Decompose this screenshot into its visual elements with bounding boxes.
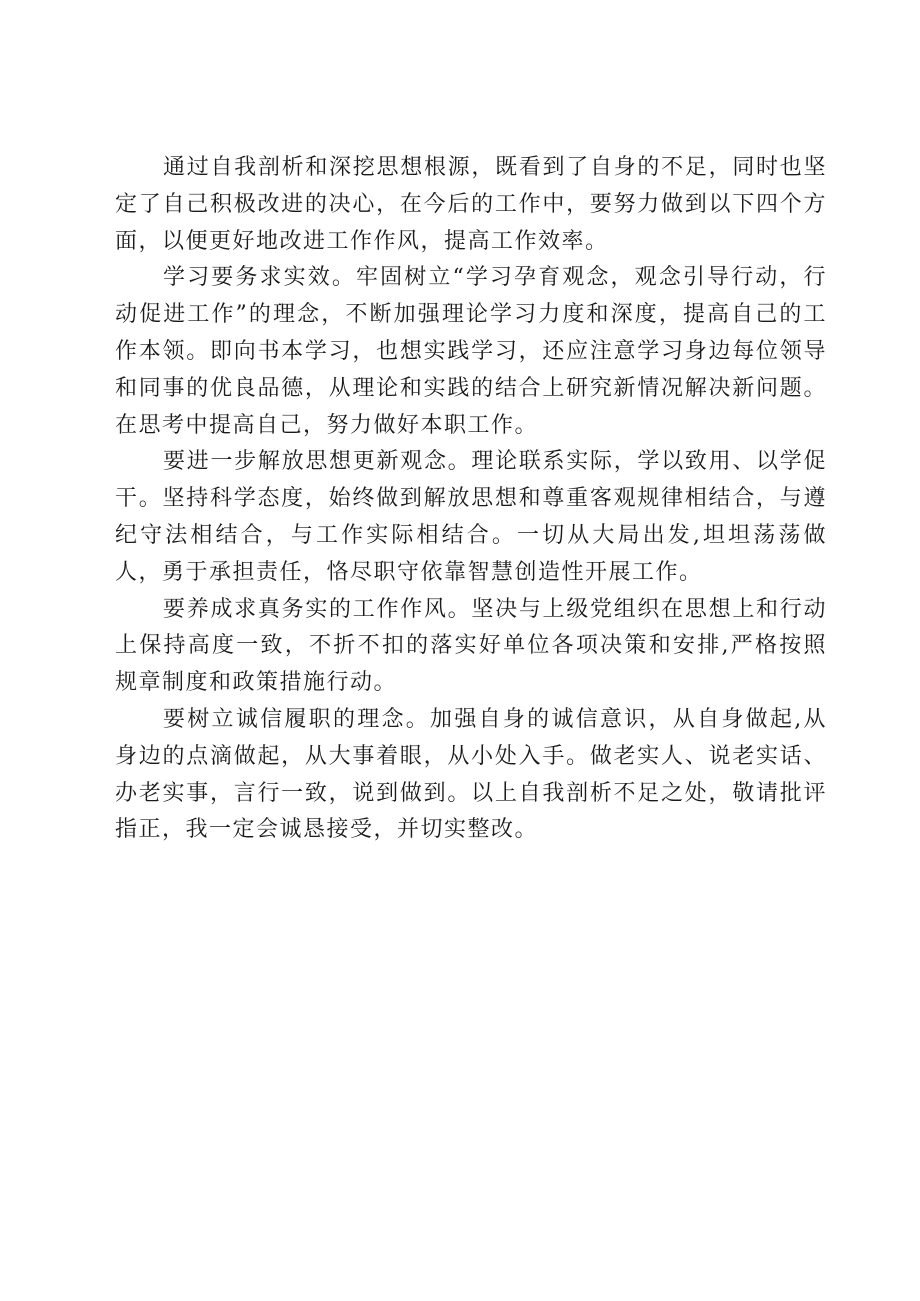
paragraph-integrity: 要树立诚信履职的理念。加强自身的诚信意识，从自身做起,从身边的点滴做起，从大事着眼，从小处入手。做老实人、说老实话、办老实事，言行一致，说到做到。以上自我剖析不足之处，敬请批评指正，我一定会诚恳接受，并切实整改。 — [115, 706, 827, 843]
paragraph-study: 学习要务求实效。牢固树立“学习孕育观念，观念引导行动，行动促进工作”的理念，不断加强理论学习力度和深度，提高自己的工作本领。即向书本学习，也想实践学习，还应注意学习身边每位领导和同事的优良品德，从理论和实践的结合上研究新情况解决新问题。在思考中提高自己，努力做好本职工作。 — [115, 265, 827, 438]
paragraph-emancipate-mind: 要进一步解放思想更新观念。理论联系实际，学以致用、以学促干。坚持科学态度，始终做到解放思想和尊重客观规律相结合，与遵纪守法相结合，与工作实际相结合。一切从大局出发,坦坦荡荡做人，勇于承担责任，恪尽职守依靠智慧创造性开展工作。 — [115, 449, 827, 585]
paragraph-work-style: 要养成求真务实的工作作风。坚决与上级党组织在思想上和行动上保持高度一致，不折不扣的落实好单位各项决策和安排,严格按照规章制度和政策措施行动。 — [115, 596, 827, 696]
document-body — [115, 150, 827, 849]
paragraph-intro: 通过自我剖析和深挖思想根源，既看到了自身的不足，同时也坚定了自己积极改进的决心，在今后的工作中，要努力做到以下四个方面，以便更好地改进工作作风，提高工作效率。 — [115, 155, 827, 254]
